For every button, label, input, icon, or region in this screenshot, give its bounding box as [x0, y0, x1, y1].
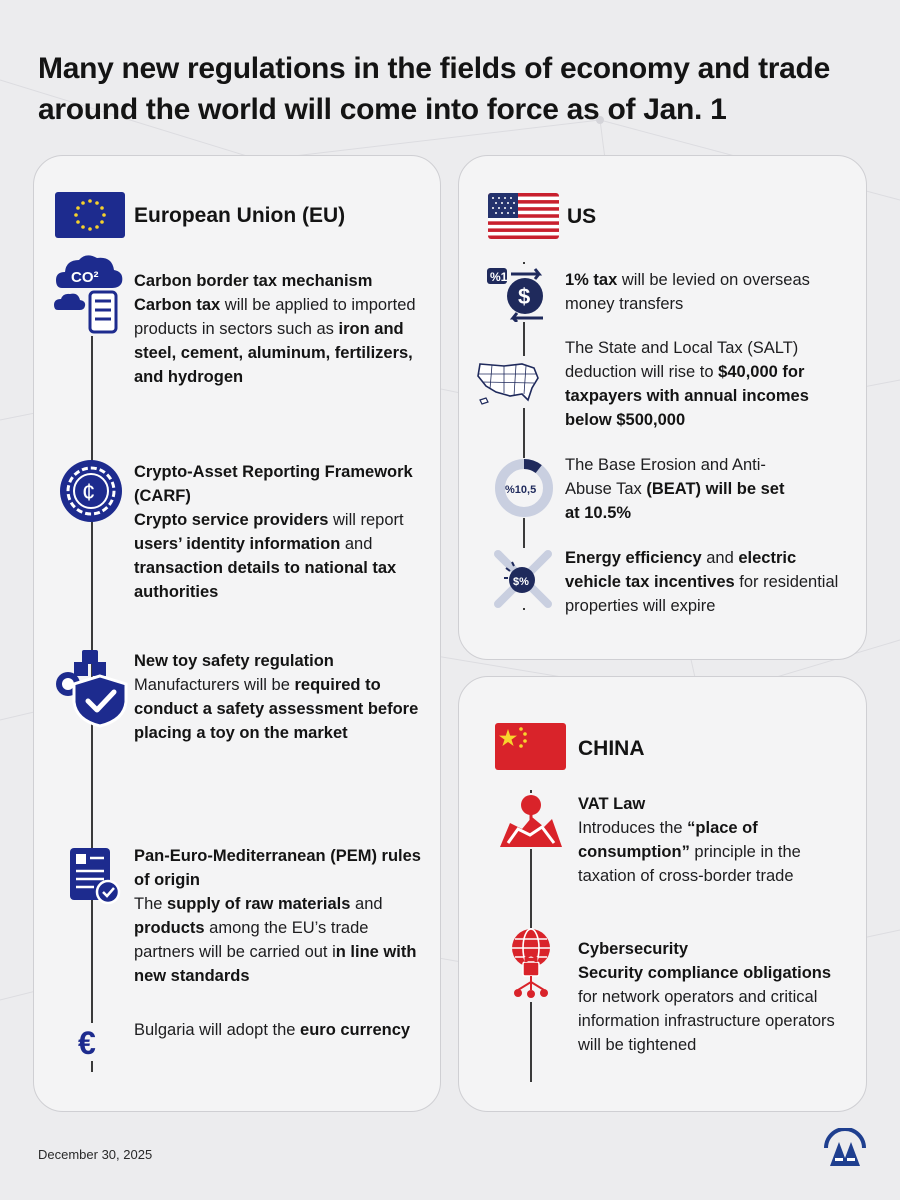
item-text-run: for residential properties will expire [565, 573, 839, 615]
item-text-run: and [350, 895, 383, 913]
gauge-label: %10,5 [505, 484, 537, 496]
item-text-run: principle in the taxation of cross-border trade [578, 843, 801, 885]
certificate-document-icon [66, 846, 122, 908]
vat-location-map-icon [498, 793, 564, 849]
item-heading: Pan-Euro-Mediterranean (PEM) rules of origin [134, 847, 421, 889]
eu-item-text [134, 649, 419, 745]
item-text-run: for network operators and critical information infrastructure operators will be tightened [578, 988, 835, 1054]
footer-date: December 30, 2025 [38, 1147, 153, 1162]
item-text-run: Introduces the [578, 819, 688, 837]
co2-icon [52, 248, 128, 336]
item-text-bold-run: n line with new standards [134, 943, 417, 985]
item-text-bold-run: 1% tax [565, 271, 618, 289]
crypto-coin-icon [59, 459, 123, 523]
item-heading: VAT Law [578, 795, 646, 813]
item-text-bold-run: products [134, 919, 205, 937]
china-region-title: CHINA [578, 737, 645, 760]
item-text-run: The [134, 895, 168, 913]
item-heading: Carbon border tax mechanism [134, 272, 373, 290]
item-heading: New toy safety regulation [134, 652, 334, 670]
cybersecurity-globe-lock-icon [506, 928, 556, 1002]
item-text-run: Bulgaria will adopt the [134, 1021, 301, 1039]
item-text-run: will be levied on overseas money transfers [565, 271, 810, 313]
eu-item-text [134, 1018, 419, 1042]
energy-incentive-cancelled-icon [492, 548, 554, 608]
eu-item-text [134, 460, 429, 604]
item-text-run: will report [328, 511, 404, 529]
item-heading: Crypto-Asset Reporting Framework (CARF) [134, 463, 413, 505]
us-region-title: US [567, 205, 597, 228]
item-text-run: and [340, 535, 373, 553]
china-flag-icon [495, 723, 566, 770]
page-title: Many new regulations in the fields of economy and trade around the world will come into force as of Jan. 1 [38, 52, 830, 126]
aa-agency-logo-icon [822, 1128, 868, 1168]
item-text-bold-run: (BEAT) will be set at 10.5% [565, 480, 785, 522]
item-text-bold-run: “place of consumption” [578, 819, 758, 861]
item-text-bold-run: electric vehicle tax incentives [565, 549, 797, 591]
svg-text:¢: ¢ [82, 479, 96, 506]
svg-text:%1: %1 [490, 270, 508, 284]
us-item-text [565, 546, 855, 618]
svg-text:CO²: CO² [71, 269, 99, 286]
us-item-text [565, 453, 795, 525]
us-map-icon [474, 356, 544, 408]
china-item-text [578, 792, 848, 888]
eu-flag-icon [55, 192, 125, 238]
item-text-bold-run: euro currency [300, 1021, 411, 1039]
svg-text:$%: $% [513, 576, 529, 588]
item-text-run: The Base Erosion and Anti-Abuse Tax [565, 456, 766, 498]
china-item-text [578, 937, 848, 1057]
us-item-text [565, 336, 845, 432]
item-text-bold-run: $40,000 for taxpayers with annual incomes below $500,000 [565, 363, 809, 429]
beat-percent-gauge-icon [494, 458, 554, 518]
money-transfer-icon [485, 264, 555, 322]
item-text-bold-run: transaction details to national tax authorities [134, 559, 397, 601]
eu-region-title: European Union (EU) [134, 204, 346, 227]
svg-text:€: € [78, 1025, 96, 1061]
us-flag-icon [488, 193, 559, 239]
item-text-run: will be applied to imported products in sectors such as [134, 296, 416, 338]
us-item-text [565, 268, 845, 316]
item-text-run: Manufacturers will be [134, 676, 295, 694]
eu-item-text [134, 844, 424, 988]
item-text-run: The State and Local Tax (SALT) deduction will rise to [565, 339, 799, 381]
item-text-bold-run: Crypto service providers [134, 511, 329, 529]
item-text-bold-run: supply of raw materials [167, 895, 351, 913]
item-text-bold-run: required to conduct a safety assessment before placing a toy on the market [134, 676, 419, 742]
item-text-bold-run: iron and steel, cement, aluminum, fertilizers, and hydrogen [134, 320, 413, 386]
svg-text:$: $ [518, 284, 531, 309]
euro-icon [74, 1023, 108, 1061]
item-heading: Cybersecurity [578, 940, 689, 958]
item-text-run: among the EU’s trade partners will be carried out i [134, 919, 369, 961]
item-text-bold-run: Carbon tax [134, 296, 221, 314]
item-text-run: and [701, 549, 739, 567]
eu-item-text [134, 269, 424, 389]
item-text-bold-run: Security compliance obligations [578, 964, 832, 982]
item-text-bold-run: Energy efficiency [565, 549, 702, 567]
toy-safety-shield-icon [52, 646, 132, 728]
item-text-bold-run: users’ identity information [134, 535, 341, 553]
